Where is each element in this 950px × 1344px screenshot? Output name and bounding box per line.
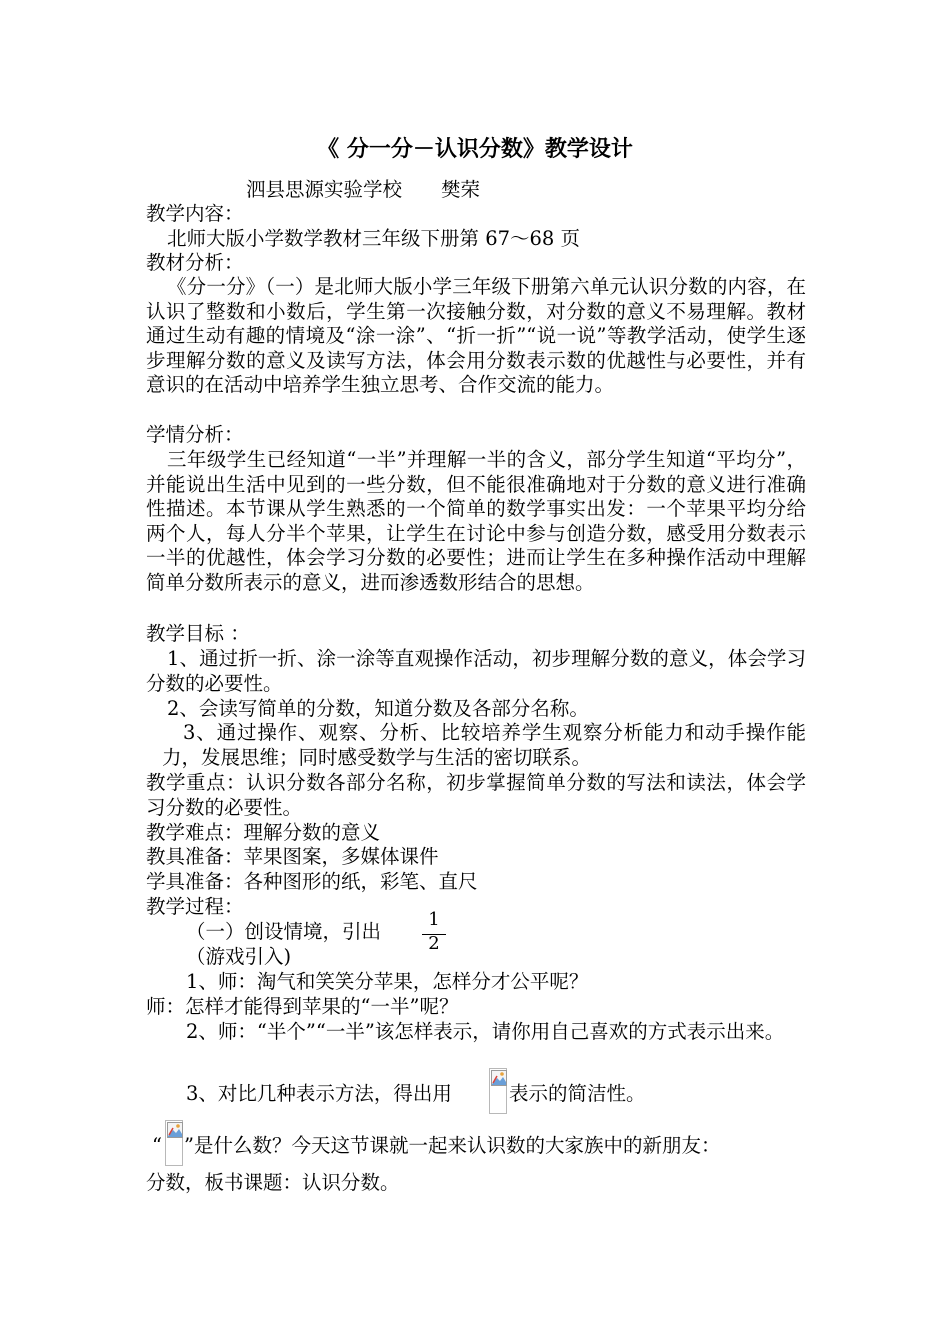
teacher-tools: 教具准备：苹果图案，多媒体课件 xyxy=(146,845,439,868)
step-1-title: （一）创设情境，引出 xyxy=(186,920,382,943)
final-open-quote: “ xyxy=(152,1134,162,1157)
fraction-denominator: 2 xyxy=(428,933,440,954)
final-text-a: ”是什么数？今天这节课就一起来认识数的大家族中的新朋友： xyxy=(184,1134,721,1157)
author-line: 泗县思源实验学校 樊荣 xyxy=(246,178,481,201)
goal-item-1: 1、通过折一折、涂一涂等直观操作活动，初步理解分数的意义，体会学习分数的必要性。 xyxy=(146,647,806,695)
page-title: 《 分一分－认识分数》教学设计 xyxy=(317,137,633,162)
step-1-question-3-pre: 3、对比几种表示方法，得出用 xyxy=(186,1082,452,1105)
step-1-question-3-post: 表示的简洁性。 xyxy=(509,1082,646,1105)
student-tools: 学具准备：各种图形的纸，彩笔、直尺 xyxy=(146,870,478,893)
goal-item-3: 3、通过操作、观察、分析、比较培养学生观察分析能力和动手操作能力，发展思维；同时感受数学与生活的密切联系。 xyxy=(162,721,806,769)
goal-item-2: 2、会读写简单的分数，知道分数及各部分名称。 xyxy=(167,697,589,720)
step-1-question-2: 2、师：“半个”“一半”该怎样表示，请你用自己喜欢的方式表示出来。 xyxy=(186,1020,785,1043)
student-paragraph: 三年级学生已经知道“一半”并理解一半的含义，部分学生知道“平均分”，并能说出生活中见到的一些分数，但不能很准确地对于分数的意义进行准确性描述。本节课从学生熟悉的一个简单的数学事实出发：一个苹果平均分给两个人，每人分半个苹果，让学生在讨论中参与创造分数，感受用分数表示一半的优越性，体会学习分数的必要性；进而让学生在多种操作活动中理解简单分数所表示的意义，进而渗透数形结合的思想。 xyxy=(146,448,806,594)
fraction-one-half xyxy=(422,910,446,956)
step-1-question-1: 1、师：淘气和笑笑分苹果，怎样分才公平呢？ xyxy=(186,970,589,993)
step-1-question-1b: 师：怎样才能得到苹果的“一半”呢？ xyxy=(146,995,459,1018)
content-text: 北师大版小学数学教材三年级下册第 67～68 页 xyxy=(167,227,581,250)
student-label: 学情分析： xyxy=(146,423,244,446)
image-placeholder-icon xyxy=(167,1122,183,1138)
broken-image-icon xyxy=(489,1068,507,1114)
image-placeholder-icon xyxy=(491,1070,507,1086)
final-text-b: 分数，板书课题：认识分数。 xyxy=(146,1171,400,1194)
step-1-sub: （游戏引入) xyxy=(186,945,292,968)
key-point: 教学重点：认识分数各部分名称，初步掌握简单分数的写法和读法，体会学习分数的必要性。 xyxy=(146,771,806,819)
content-label: 教学内容： xyxy=(146,202,244,225)
difficulty-point: 教学难点：理解分数的意义 xyxy=(146,821,381,844)
broken-image-icon xyxy=(165,1120,183,1166)
material-label: 教材分析： xyxy=(146,251,244,274)
material-paragraph: 《分一分》（一）是北师大版小学三年级下册第六单元认识分数的内容，在认识了整数和小数后，学生第一次接触分数，对分数的意义不易理解。教材通过生动有趣的情境及“涂一涂”、“折一折”“说一说”等教学活动，使学生逐步理解分数的意义及读写方法，体会用分数表示数的优越性与必要性，并有意识的在活动中培养学生独立思考、合作交流的能力。 xyxy=(146,275,806,397)
fraction-numerator: 1 xyxy=(428,909,440,930)
process-label: 教学过程： xyxy=(146,895,244,918)
goal-label: 教学目标 ： xyxy=(146,622,250,645)
